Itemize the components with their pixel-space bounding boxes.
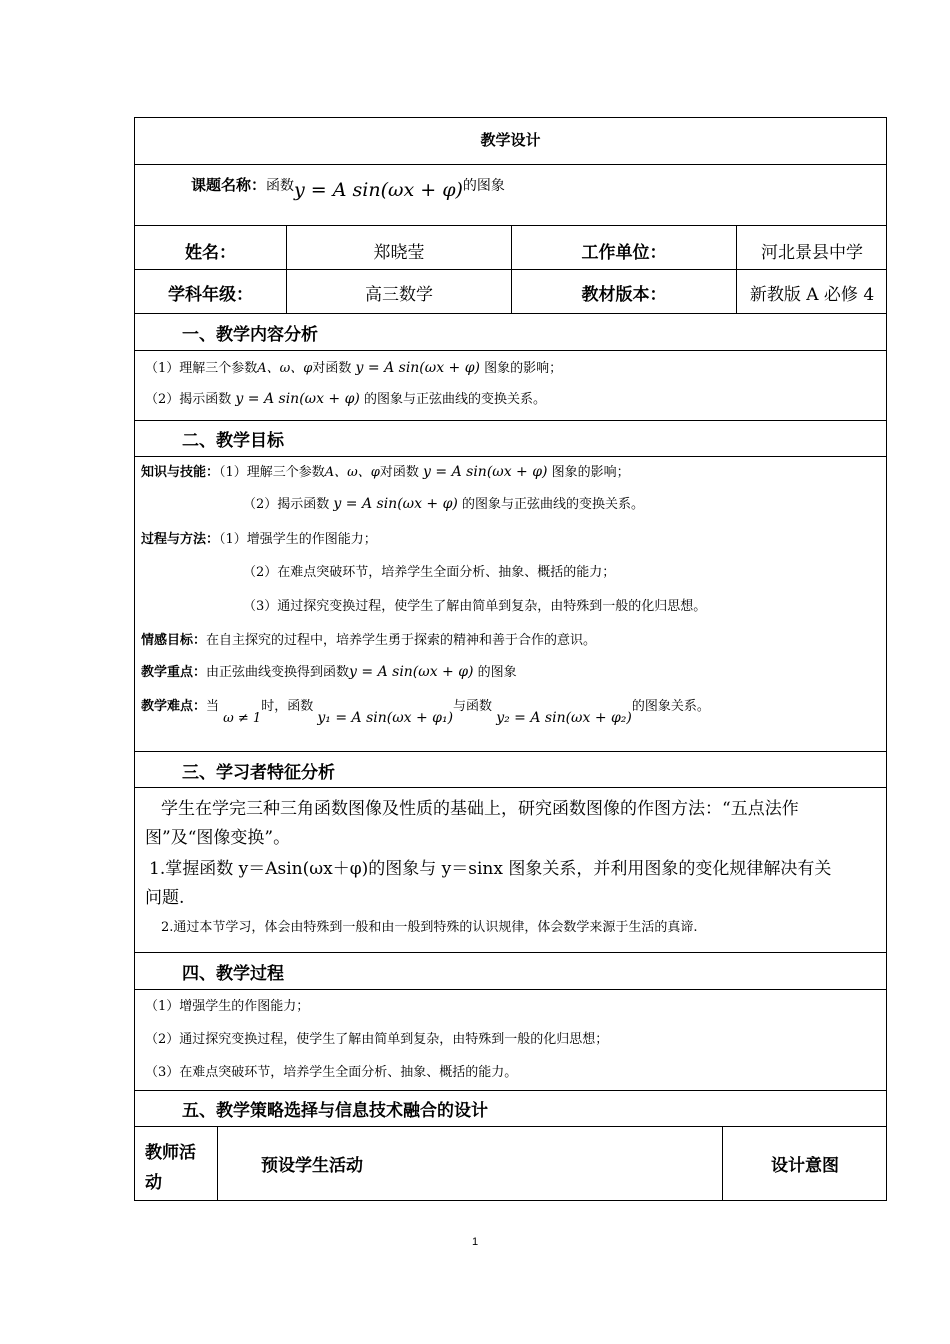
key-post: 的图象 <box>477 665 517 680</box>
s1-line2-pre: （2）揭示函数 <box>145 392 232 407</box>
s2-knowledge-line1 <box>141 461 630 480</box>
s2-process-line1 <box>141 528 377 547</box>
diff-mid1: 时，函数 <box>261 699 314 714</box>
s2-difficulty-line <box>141 695 710 726</box>
diff-condition: ω ≠ 1 <box>223 711 262 726</box>
section3-heading-row <box>135 752 886 788</box>
edition-label: 教材版本： <box>581 285 667 305</box>
grade-value: 高三数学 <box>365 285 433 305</box>
section4-heading: 四、教学过程 <box>182 964 284 984</box>
diff-mid2: 与函数 <box>453 699 493 714</box>
info-row-2 <box>135 270 886 314</box>
s1-line2 <box>145 388 546 407</box>
s1-line1-formula: y = A sin(ωx + φ) <box>355 360 480 376</box>
key-pre: 由正弦曲线变换得到函数 <box>206 665 350 680</box>
col-teacher-activity-line2: 动 <box>145 1173 162 1193</box>
topic-suffix: 的图象 <box>462 178 505 194</box>
diff-pre: 当 <box>206 699 220 714</box>
s4-item-2: （2）通过探究变换过程，使学生了解由简单到复杂，由特殊到一般的化归思想； <box>145 1032 609 1047</box>
s2-key-line <box>141 661 517 680</box>
edition-value: 新教版 A 必修 4 <box>749 285 875 305</box>
section1-body <box>135 351 886 421</box>
s1-line2-formula: y = A sin(ωx + φ) <box>235 391 360 407</box>
page-number: 1 <box>471 1236 479 1248</box>
section4-body <box>135 990 886 1091</box>
section1-heading: 一、教学内容分析 <box>182 325 318 345</box>
s2-emotion-line <box>141 629 596 648</box>
k2-formula: y = A sin(ωx + φ) <box>333 496 458 512</box>
diff-post: 的图象关系。 <box>631 699 710 714</box>
topic-prefix: 函数 <box>266 178 295 194</box>
col-teacher-activity-line1: 教师活 <box>145 1143 196 1163</box>
topic-formula: y = A sin(ωx + φ) <box>294 179 463 201</box>
section5-header-row <box>135 1127 886 1200</box>
section5-heading-row <box>135 1091 886 1127</box>
unit-label: 工作单位： <box>581 243 667 263</box>
s1-line2-post: 的图象与正弦曲线的变换关系。 <box>364 392 547 407</box>
s1-line1-pre: （1）理解三个参数 <box>145 361 258 376</box>
process-item-2: （2）在难点突破环节，培养学生全面分析、抽象、概括的能力； <box>243 565 616 580</box>
k1-pre: （1）理解三个参数 <box>219 465 325 480</box>
process-label: 过程与方法： <box>141 532 220 547</box>
process-item-1: （1）增强学生的作图能力； <box>219 532 377 547</box>
s1-line1-post: 图象的影响； <box>484 361 563 376</box>
emotion-label: 情感目标： <box>141 633 207 648</box>
doc-title: 教学设计 <box>480 131 541 149</box>
k1-mid: 对函数 <box>379 465 419 480</box>
section3-heading: 三、学习者特征分析 <box>182 763 335 783</box>
name-value: 郑晓莹 <box>373 243 425 263</box>
s3-para2-line2: 问题. <box>145 888 185 908</box>
s3-para3: 2.通过本节学习，体会由特殊到一般和由一般到特殊的认识规律，体会数学来源于生活的真谛. <box>161 920 698 935</box>
key-point-label: 教学重点： <box>141 665 207 680</box>
col-student-activity: 预设学生活动 <box>261 1156 363 1176</box>
topic-row <box>135 165 886 226</box>
info-row-1 <box>135 226 886 270</box>
section2-heading: 二、教学目标 <box>182 431 284 451</box>
process-item-3: （3）通过探究变换过程，使学生了解由简单到复杂，由特殊到一般的化归思想。 <box>243 599 707 614</box>
key-formula: y = A sin(ωx + φ) <box>349 664 474 680</box>
k1-formula: y = A sin(ωx + φ) <box>423 464 548 480</box>
k1-params: A、ω、φ <box>324 465 380 480</box>
section2-heading-row <box>135 421 886 457</box>
section4-heading-row <box>135 953 886 990</box>
s3-para1-line1: 学生在学完三种三角函数图像及性质的基础上，研究函数图像的作图方法：“五点法作 <box>161 799 799 819</box>
emotion-text: 在自主探究的过程中，培养学生勇于探索的精神和善于合作的意识。 <box>206 633 597 648</box>
s4-item-1: （1）增强学生的作图能力； <box>145 999 310 1014</box>
col-design-intent: 设计意图 <box>771 1156 839 1176</box>
section3-body <box>135 788 886 953</box>
s2-knowledge-line2 <box>243 493 644 512</box>
diff-formula-1: y₁ = A sin(ωx + φ₁) <box>317 710 454 726</box>
s1-line1-mid: 对函数 <box>312 361 352 376</box>
s3-para2-line1: 1.掌握函数 y＝Asin(ωx＋φ)的图象与 y＝sinx 图象关系，并利用图象的变化规律解决有关 <box>149 859 832 879</box>
grade-label: 学科年级： <box>168 285 253 305</box>
lesson-plan-table <box>134 117 887 1201</box>
k2-post: 的图象与正弦曲线的变换关系。 <box>462 497 645 512</box>
section2-body <box>135 457 886 752</box>
title-row <box>135 118 886 165</box>
k2-pre: （2）揭示函数 <box>243 497 330 512</box>
topic-label: 课题名称： <box>191 176 267 194</box>
section1-heading-row <box>135 314 886 351</box>
topic-line <box>191 173 505 201</box>
name-label: 姓名： <box>185 243 236 263</box>
s1-line1-params: A、ω、φ <box>257 361 313 376</box>
s4-item-3: （3）在难点突破环节，培养学生全面分析、抽象、概括的能力。 <box>145 1065 518 1080</box>
section5-heading: 五、教学策略选择与信息技术融合的设计 <box>182 1101 488 1121</box>
diff-formula-2: y₂ = A sin(ωx + φ₂) <box>496 710 632 726</box>
k1-post: 图象的影响； <box>551 465 630 480</box>
s3-para1-line2: 图”及“图像变换”。 <box>145 828 291 848</box>
difficulty-label: 教学难点： <box>141 699 207 714</box>
unit-value: 河北景县中学 <box>761 243 863 263</box>
knowledge-label: 知识与技能： <box>141 465 220 480</box>
s1-line1 <box>145 357 562 376</box>
